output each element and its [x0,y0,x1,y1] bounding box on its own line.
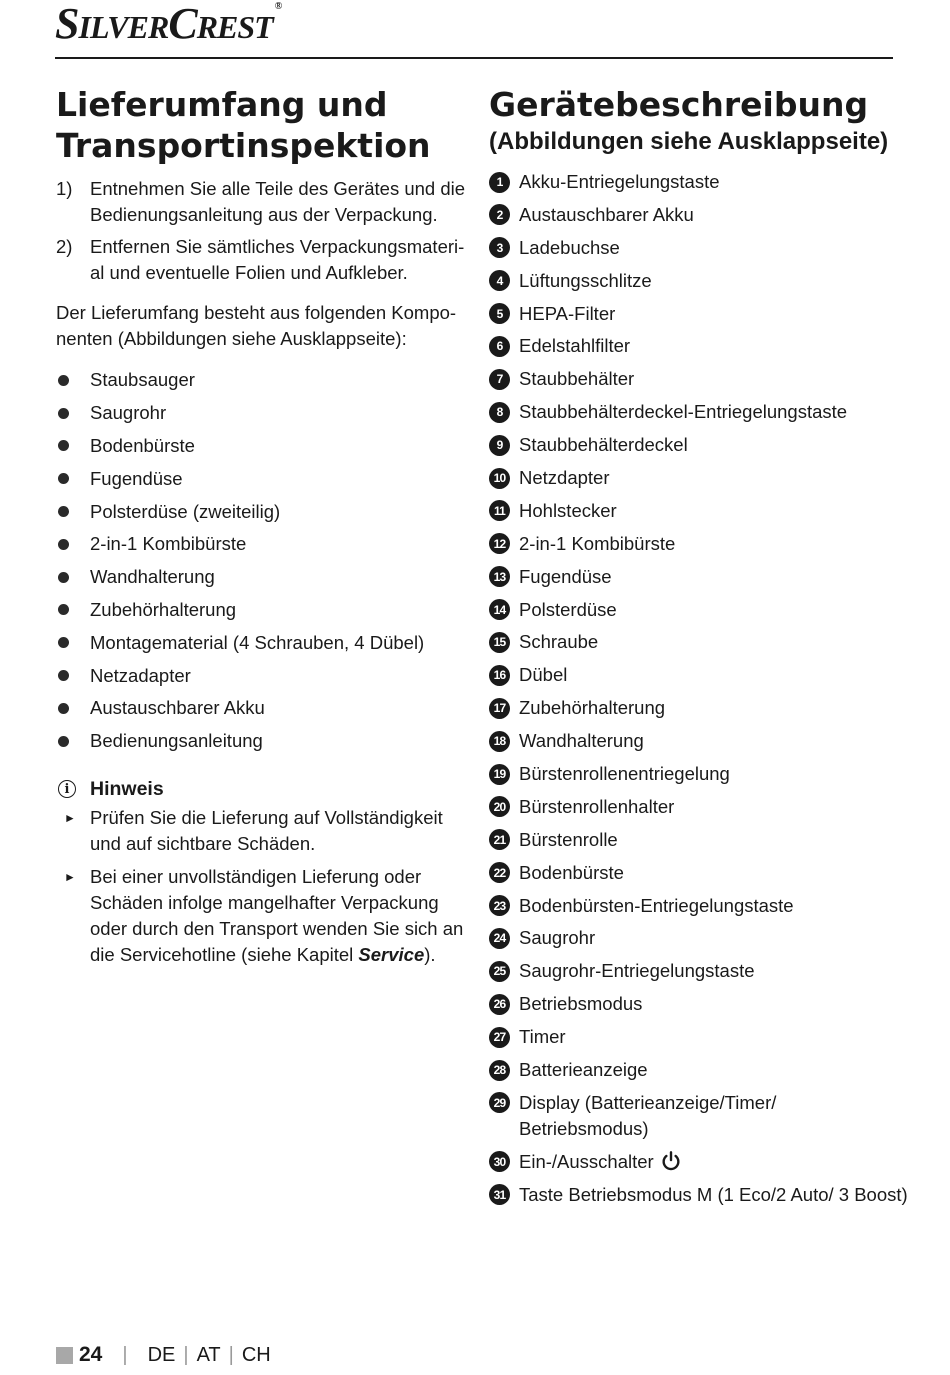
part-item: 15 Schraube [489,629,909,655]
part-item: 27 Timer [489,1024,909,1050]
bullet-icon [58,572,69,583]
part-item: 12 2-in-1 Kombibürste [489,531,909,557]
bullet-icon [58,375,69,386]
part-item: 17 Zubehörhalterung [489,695,909,721]
part-item: 14 Polsterdüse [489,597,909,623]
note-item-1: ► Prüfen Sie die Lieferung auf Vollständigkeit und auf sichtbare Schäden. [56,805,466,857]
bullet-icon [58,539,69,550]
page-footer: 24 | DE | AT | CH [56,1343,271,1367]
delivery-item: Bedienungsanleitung [56,725,466,758]
country-at: AT [196,1343,221,1366]
part-item: 31 Taste Betriebsmodus M (1 Eco/2 Auto/ 3 Boost) [489,1182,909,1208]
part-number-badge: 10 [489,468,510,489]
part-number-badge: 22 [489,862,510,883]
part-item: 3 Ladebuchse [489,235,909,261]
part-number-badge: 1 [489,172,510,193]
part-item: 28 Batterieanzeige [489,1057,909,1083]
power-icon [660,1150,682,1172]
part-item: 23 Bodenbürsten-Entriegelungstaste [489,893,909,919]
bullet-icon [58,473,69,484]
bullet-icon [58,703,69,714]
delivery-items-list [56,364,466,758]
part-number-badge: 4 [489,270,510,291]
part-number-badge: 20 [489,796,510,817]
part-item: 1 Akku-Entriegelungstaste [489,169,909,195]
header-rule [55,57,893,59]
right-column [489,84,909,1215]
part-item: 20 Bürstenrollenhalter [489,794,909,820]
part-number-badge: 11 [489,500,510,521]
delivery-item: Fugendüse [56,462,466,495]
part-number-badge: 12 [489,533,510,554]
part-item: 24 Saugrohr [489,925,909,951]
brand-logo: SILVERCREST® [55,0,282,48]
delivery-item: Staubsauger [56,364,466,397]
part-item: 25 Saugrohr-Entriegelungstaste [489,958,909,984]
part-item: 21 Bürstenrolle [489,827,909,853]
delivery-item: 2-in-1 Kombibürste [56,528,466,561]
step-2: 2) Entfernen Sie sämtliches Verpackungsmaterial und eventuelle Folien und Aufkleber. [56,236,465,283]
delivery-item: Austauschbarer Akku [56,692,466,725]
bullet-icon [58,637,69,648]
arrow-right-icon: ► [64,810,76,825]
part-item: 10 Netzdapter [489,465,909,491]
arrow-right-icon: ► [64,869,76,884]
delivery-intro: Der Lieferumfang besteht aus folgenden Komponenten (Abbildungen siehe Ausklappseite): [56,302,457,349]
part-number-badge: 26 [489,994,510,1015]
part-number-badge: 8 [489,402,510,423]
part-number-badge: 6 [489,336,510,357]
part-item: 7 Staubbehälter [489,366,909,392]
delivery-item: Bodenbürste [56,430,466,463]
part-number-badge: 9 [489,435,510,456]
info-icon: i [58,780,76,798]
part-number-badge: 2 [489,204,510,225]
bullet-icon [58,408,69,419]
section-title-delivery: Lieferumfang und Transportinspektion [56,85,431,165]
part-number-badge: 3 [489,237,510,258]
part-number-badge: 16 [489,665,510,686]
page-number: 24 [79,1343,103,1366]
part-item: 6 Edelstahlfilter [489,333,909,359]
country-de: DE [147,1343,176,1366]
bullet-icon [58,506,69,517]
page-marker [56,1347,73,1364]
country-ch: CH [241,1343,271,1366]
part-number-badge: 7 [489,369,510,390]
section-subtitle: (Abbildungen siehe Ausklappseite) [489,128,889,155]
note-heading: i Hinweis [56,778,466,801]
note-item-2: ► Bei einer unvollständigen Lieferung oder Schäden infolge mangelhafter Verpackung oder durch den Transport wenden Sie sich an die Servicehotline (siehe Kapitel Service). [56,864,466,968]
step-1: 1) Entnehmen Sie alle Teile des Gerätes und die Bedienungsanleitung aus der Verpackung. [56,178,466,225]
part-number-badge: 21 [489,829,510,850]
part-number-badge: 17 [489,698,510,719]
part-item: 13 Fugendüse [489,564,909,590]
delivery-item: Wandhalterung [56,561,466,594]
part-number-badge: 30 [489,1151,510,1172]
bullet-icon [58,670,69,681]
delivery-item: Polsterdüse (zweiteilig) [56,495,466,528]
part-item: 18 Wandhalterung [489,728,909,754]
section-title-description: Gerätebeschreibung [489,85,869,124]
part-item: 22 Bodenbürste [489,860,909,886]
part-number-badge: 24 [489,928,510,949]
part-item: 29 Display (Batterieanzeige/Timer/ Betriebsmodus) [489,1090,909,1142]
part-item: 8 Staubbehälterdeckel-Entriegelungstaste [489,399,909,425]
left-column [56,84,466,975]
part-number-badge: 19 [489,764,510,785]
part-item: 5 HEPA-Filter [489,301,909,327]
part-item: 16 Dübel [489,662,909,688]
part-number-badge: 27 [489,1027,510,1048]
part-item: 2 Austauschbarer Akku [489,202,909,228]
bullet-icon [58,440,69,451]
part-number-badge: 18 [489,731,510,752]
part-number-badge: 25 [489,961,510,982]
bullet-icon [58,604,69,615]
part-number-badge: 31 [489,1184,510,1205]
part-number-badge: 29 [489,1092,510,1113]
delivery-item: Saugrohr [56,397,466,430]
part-item: 11 Hohlstecker [489,498,909,524]
part-number-badge: 13 [489,566,510,587]
part-number-badge: 15 [489,632,510,653]
delivery-item: Netzadapter [56,659,466,692]
part-item: 30 Ein-/Ausschalter [489,1149,909,1175]
delivery-item: Montagematerial (4 Schrauben, 4 Dübel) [56,626,466,659]
part-number-badge: 14 [489,599,510,620]
delivery-item: Zubehörhalterung [56,594,466,627]
part-number-badge: 23 [489,895,510,916]
part-item: 9 Staubbehälterdeckel [489,432,909,458]
part-number-badge: 5 [489,303,510,324]
part-number-badge: 28 [489,1060,510,1081]
part-item: 4 Lüftungsschlitze [489,268,909,294]
bullet-icon [58,736,69,747]
part-item: 19 Bürstenrollenentriegelung [489,761,909,787]
parts-list [489,169,909,1208]
part-item: 26 Betriebsmodus [489,991,909,1017]
